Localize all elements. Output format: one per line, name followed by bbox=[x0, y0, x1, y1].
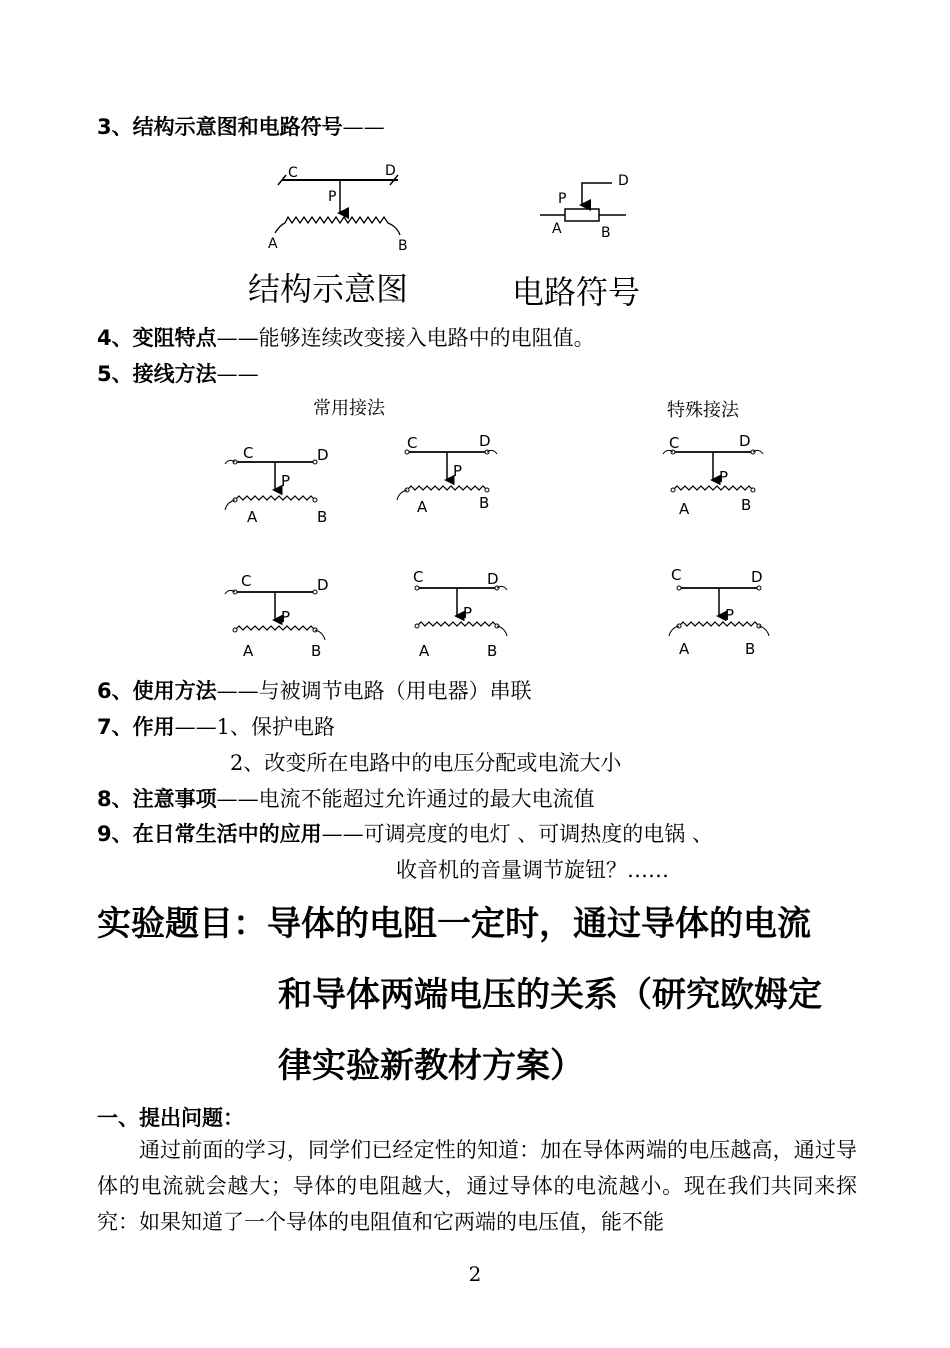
section-1-heading-row bbox=[97, 1105, 244, 1131]
item-4 bbox=[97, 325, 595, 351]
wiring-common-4 bbox=[413, 568, 507, 660]
structure-and-symbol-figure bbox=[240, 155, 680, 315]
item-5 bbox=[97, 361, 259, 387]
wiring-1-label-b: B bbox=[317, 508, 328, 526]
experiment-title-line2: 和导体两端电压的关系（研究欧姆定 bbox=[278, 975, 822, 1015]
section-1-paragraph bbox=[97, 1132, 857, 1240]
wiring-special-2 bbox=[669, 566, 769, 658]
wiring-6-label-a: A bbox=[679, 640, 690, 658]
page-number: 2 bbox=[468, 1262, 482, 1286]
wiring-5-label-c: C bbox=[413, 568, 424, 586]
wiring-3-label-c: C bbox=[669, 434, 680, 452]
wiring-2-label-b: B bbox=[479, 494, 490, 512]
item-7-text: ——1、保护电路 bbox=[174, 715, 335, 739]
item-5-suffix: —— bbox=[216, 362, 259, 386]
symbol-label-p: P bbox=[558, 191, 567, 207]
item-6 bbox=[97, 678, 532, 704]
symbol-label-b: B bbox=[601, 225, 611, 241]
wiring-6-label-c: C bbox=[671, 566, 682, 584]
section-1-text: 通过前面的学习，同学们已经定性的知道：加在导体两端的电压越高，通过导体的电流就会越大；导体的电阻越大，通过导体的电流越小。现在我们共同来探究：如果知道了一个导体的电阻值和它两端的电压值，能不能 bbox=[97, 1138, 857, 1234]
item-8 bbox=[97, 786, 595, 812]
wiring-4-label-b: B bbox=[311, 642, 322, 660]
wiring-1-label-d: D bbox=[317, 446, 329, 464]
item-9-line2: 收音机的音量调节旋钮？…… bbox=[396, 858, 669, 882]
wiring-5-label-a: A bbox=[419, 642, 430, 660]
wiring-3-label-p: P bbox=[719, 468, 729, 486]
item-4-text: ——能够连续改变接入电路中的电阻值。 bbox=[216, 326, 595, 350]
structure-diagram bbox=[248, 163, 408, 308]
wiring-6-label-b: B bbox=[745, 640, 756, 658]
wiring-2-label-a: A bbox=[417, 498, 428, 516]
structure-label-b: B bbox=[398, 238, 408, 254]
structure-caption: 结构示意图 bbox=[248, 270, 409, 308]
wiring-2-label-d: D bbox=[479, 432, 491, 450]
item-4-label: 4、变阻特点 bbox=[97, 326, 217, 350]
wiring-common-2 bbox=[397, 432, 497, 516]
experiment-title-line1: 实验题目：导体的电阻一定时，通过导体的电流 bbox=[97, 904, 811, 944]
wiring-4-label-c: C bbox=[241, 572, 252, 590]
wiring-5-label-d: D bbox=[487, 570, 499, 588]
structure-label-d: D bbox=[385, 163, 396, 179]
item-3-label: 3、结构示意图和电路符号 bbox=[97, 115, 343, 139]
item-7 bbox=[97, 714, 335, 740]
wiring-5-label-b: B bbox=[487, 642, 498, 660]
item-3 bbox=[97, 114, 385, 140]
common-caption: 常用接法 bbox=[313, 398, 385, 419]
item-6-text: ——与被调节电路（用电器）串联 bbox=[216, 679, 532, 703]
wiring-2-label-c: C bbox=[407, 434, 418, 452]
structure-label-c: C bbox=[288, 165, 298, 181]
symbol-label-d: D bbox=[618, 173, 629, 189]
item-7-label: 7、作用 bbox=[97, 715, 175, 739]
item-9-label: 9、在日常生活中的应用 bbox=[97, 822, 322, 846]
wiring-6-label-d: D bbox=[751, 568, 763, 586]
item-6-label: 6、使用方法 bbox=[97, 679, 217, 703]
wiring-common-1 bbox=[225, 444, 329, 526]
wiring-2-label-p: P bbox=[453, 462, 463, 480]
wiring-4-label-a: A bbox=[243, 642, 254, 660]
wiring-4-label-d: D bbox=[317, 576, 329, 594]
wiring-3-label-a: A bbox=[679, 500, 690, 518]
structure-label-p: P bbox=[328, 189, 337, 205]
section-1-heading: 一、提出问题： bbox=[97, 1106, 244, 1130]
wiring-6-label-p: P bbox=[725, 606, 735, 624]
wiring-special-1 bbox=[663, 432, 763, 518]
wiring-4-label-p: P bbox=[281, 608, 291, 626]
item-7-line2: 2、改变所在电路中的电压分配或电流大小 bbox=[230, 751, 622, 775]
wiring-3-label-d: D bbox=[739, 432, 751, 450]
circuit-symbol bbox=[512, 173, 640, 311]
item-9-text: ——可调亮度的电灯 、可调热度的电锅 、 bbox=[321, 822, 713, 846]
wiring-1-label-p: P bbox=[281, 472, 291, 490]
experiment-title-line3: 律实验新教材方案） bbox=[278, 1046, 584, 1086]
wiring-3-label-b: B bbox=[741, 496, 752, 514]
structure-label-a: A bbox=[268, 236, 278, 252]
symbol-label-a: A bbox=[552, 221, 562, 237]
item-9 bbox=[97, 821, 713, 847]
symbol-caption: 电路符号 bbox=[512, 273, 641, 311]
item-3-suffix: —— bbox=[342, 115, 385, 139]
wiring-5-label-p: P bbox=[463, 604, 473, 622]
special-caption: 特殊接法 bbox=[667, 400, 739, 421]
wiring-1-label-c: C bbox=[243, 444, 254, 462]
item-5-label: 5、接线方法 bbox=[97, 362, 217, 386]
wiring-methods-figure bbox=[215, 392, 795, 672]
wiring-common-3 bbox=[225, 572, 329, 660]
item-8-label: 8、注意事项 bbox=[97, 787, 217, 811]
item-8-text: ——电流不能超过允许通过的最大电流值 bbox=[216, 787, 595, 811]
wiring-1-label-a: A bbox=[247, 508, 258, 526]
